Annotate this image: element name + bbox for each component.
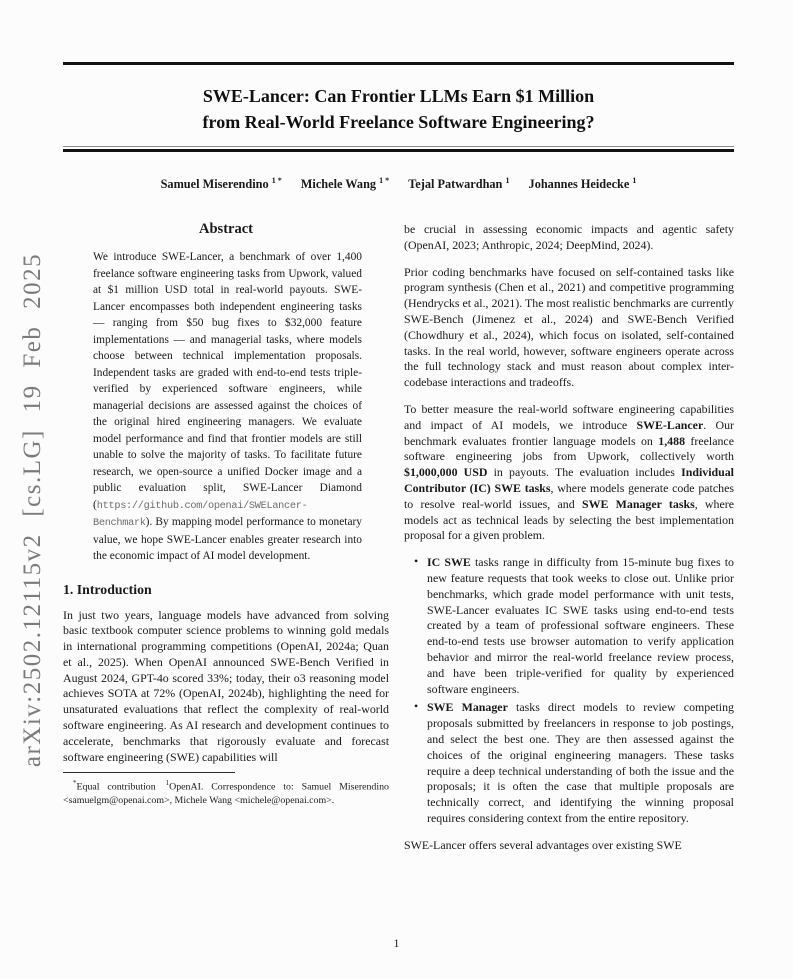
author-3-affiliation-mark: 1 [505,176,510,185]
author-1-name: Samuel Miserendino [160,177,269,192]
task-type-bullet-list [404,555,734,827]
footnote-text: *Equal contribution $^1$OpenAI. Correspondence to: Samuel Miserendino <samuelgm@openai.com>, Michele Wang <michele@openai.com>. [63,779,389,807]
abstract-heading: Abstract [199,221,253,237]
paper-title-line1: SWE-Lancer: Can Frontier LLMs Earn $1 Million [202,86,595,106]
paper-title [63,83,734,135]
author-list [43,176,754,192]
github-link[interactable]: https://github.com/openai/SWELancer-Benchmark [93,499,308,529]
title-top-rule [63,62,734,65]
left-column [63,221,389,808]
author-4 [529,177,637,191]
author-3-name: Tejal Patwardhan [408,177,503,192]
author-4-name: Johannes Heidecke [528,177,630,192]
abstract-body: We introduce SWE-Lancer, a benchmark of over 1,400 freelance software engineering tasks from Upwork, valued at $1 million USD total in real-world payouts. SWE-Lancer encompasses both independent engineering tasks — ranging from $50 bug fixes to $32,000 feature implementations — and managerial tasks, where models choose between technical implementation proposals. Independent tasks are graded with end-to-end tests triple-verified by experienced software engineers, while managerial decisions are assessed against the choices of the original hired engineering managers. We evaluate model performance and find that frontier models are still unable to solve the majority of tasks. To facilitate future research, we open-source a unified Docker image and a public evaluation split, SWE-Lancer Diamond (https://github.com/openai/SWELancer-Benchmark). By mapping model performance to monetary value, we hope SWE-Lancer enables greater research into the economic impact of AI model development. [93,251,362,562]
author-1-affiliation-mark: 1 * [271,176,282,185]
author-3 [408,177,509,191]
title-bottom-rule-thin [63,146,734,147]
section-heading-introduction: 1. Introduction [63,581,152,597]
author-2 [301,177,389,191]
paper-title-line2: from Real-World Freelance Software Engineering? [202,112,595,132]
title-bottom-rule [63,146,734,152]
right-paragraph-2: Prior coding benchmarks have focused on self-contained tasks like program synthesis (Chen et al., 2021) and competitive programming (Hendrycks et al., 2021). The most realistic benchmarks are currently SWE-Bench (Jimenez et al., 2024) and SWE-Bench Verified (Chowdhury et al., 2024), which focus on isolated, self-contained tasks. In the real world, however, software engineers operate across the full technology stack and must reason about complex inter-codebase interactions and tradeoffs. [404,264,734,390]
footnote [63,772,389,807]
right-paragraph-4: SWE-Lancer offers several advantages over existing SWE [404,837,682,852]
title-bottom-rule-thick [63,149,734,152]
introduction-paragraph: In just two years, language models have advanced from solving basic textbook computer science problems to winning gold medals in international programming competitions (OpenAI, 2024a; Quan et al., 2025). When OpenAI announced SWE-Bench Verified in August 2024, GPT-4o scored 33%; today, their o3 reasoning model achieves SOTA at 72% (OpenAI, 2024b), highlighting the need for unsaturated evaluations that reflect the complexity of real-world software engineering. As AI research and development continues to accelerate, benchmarks that rigorously evaluate and forecast software engineering (SWE) capabilities will [63,607,389,764]
author-2-affiliation-mark: 1 * [379,176,390,185]
footnote-rule [63,772,235,773]
bullet-swe-manager: • SWE Manager tasks direct models to review competing proposals submitted by freelancers in response to job postings, and select the best one. They are then assessed against the choices of the original engineering managers. These tasks require a deep technical understanding of both the issue and the proposals; it is often the case that multiple proposals are technically correct, and identifying the winning proposal requires considering context from the entire repository. [427,700,734,826]
arxiv-stamp: arXiv:2502.12115v2 [cs.LG] 19 Feb 2025 [19,252,46,768]
right-column [404,222,734,864]
right-paragraph-3: To better measure the real-world software engineering capabilities and impact of AI models, we introduce SWE-Lancer. Our benchmark evaluates frontier language models on 1,488 freelance software engineering jobs from Upwork, collectively worth $1,000,000 USD in payouts. The evaluation includes Individual Contributor (IC) SWE tasks, where models generate code patches to resolve real-world issues, and SWE Manager tasks, where models act as technical leads by selecting the best implementation proposal for a given problem. [404,401,734,543]
author-1 [161,177,282,191]
page-number: 1 [393,938,400,950]
bullet-ic-swe: • IC SWE tasks range in difficulty from 15-minute bug fixes to new feature requests that took weeks to close out. Unlike prior benchmarks, which grade model performance with unit tests, SWE-Lancer evaluates IC SWE tasks using end-to-end tests created by a team of professional software engineers. These end-to-end tests use browser automation to verify application behavior and mirror the real-world freelance review process, and have been triple-verified for quality by experienced software engineers. [427,555,734,697]
author-2-name: Michele Wang [300,177,377,192]
right-paragraph-1: be crucial in assessing economic impacts and agentic safety (OpenAI, 2023; Anthropic, 2024; DeepMind, 2024). [404,222,734,252]
author-4-affiliation-mark: 1 [632,176,637,185]
